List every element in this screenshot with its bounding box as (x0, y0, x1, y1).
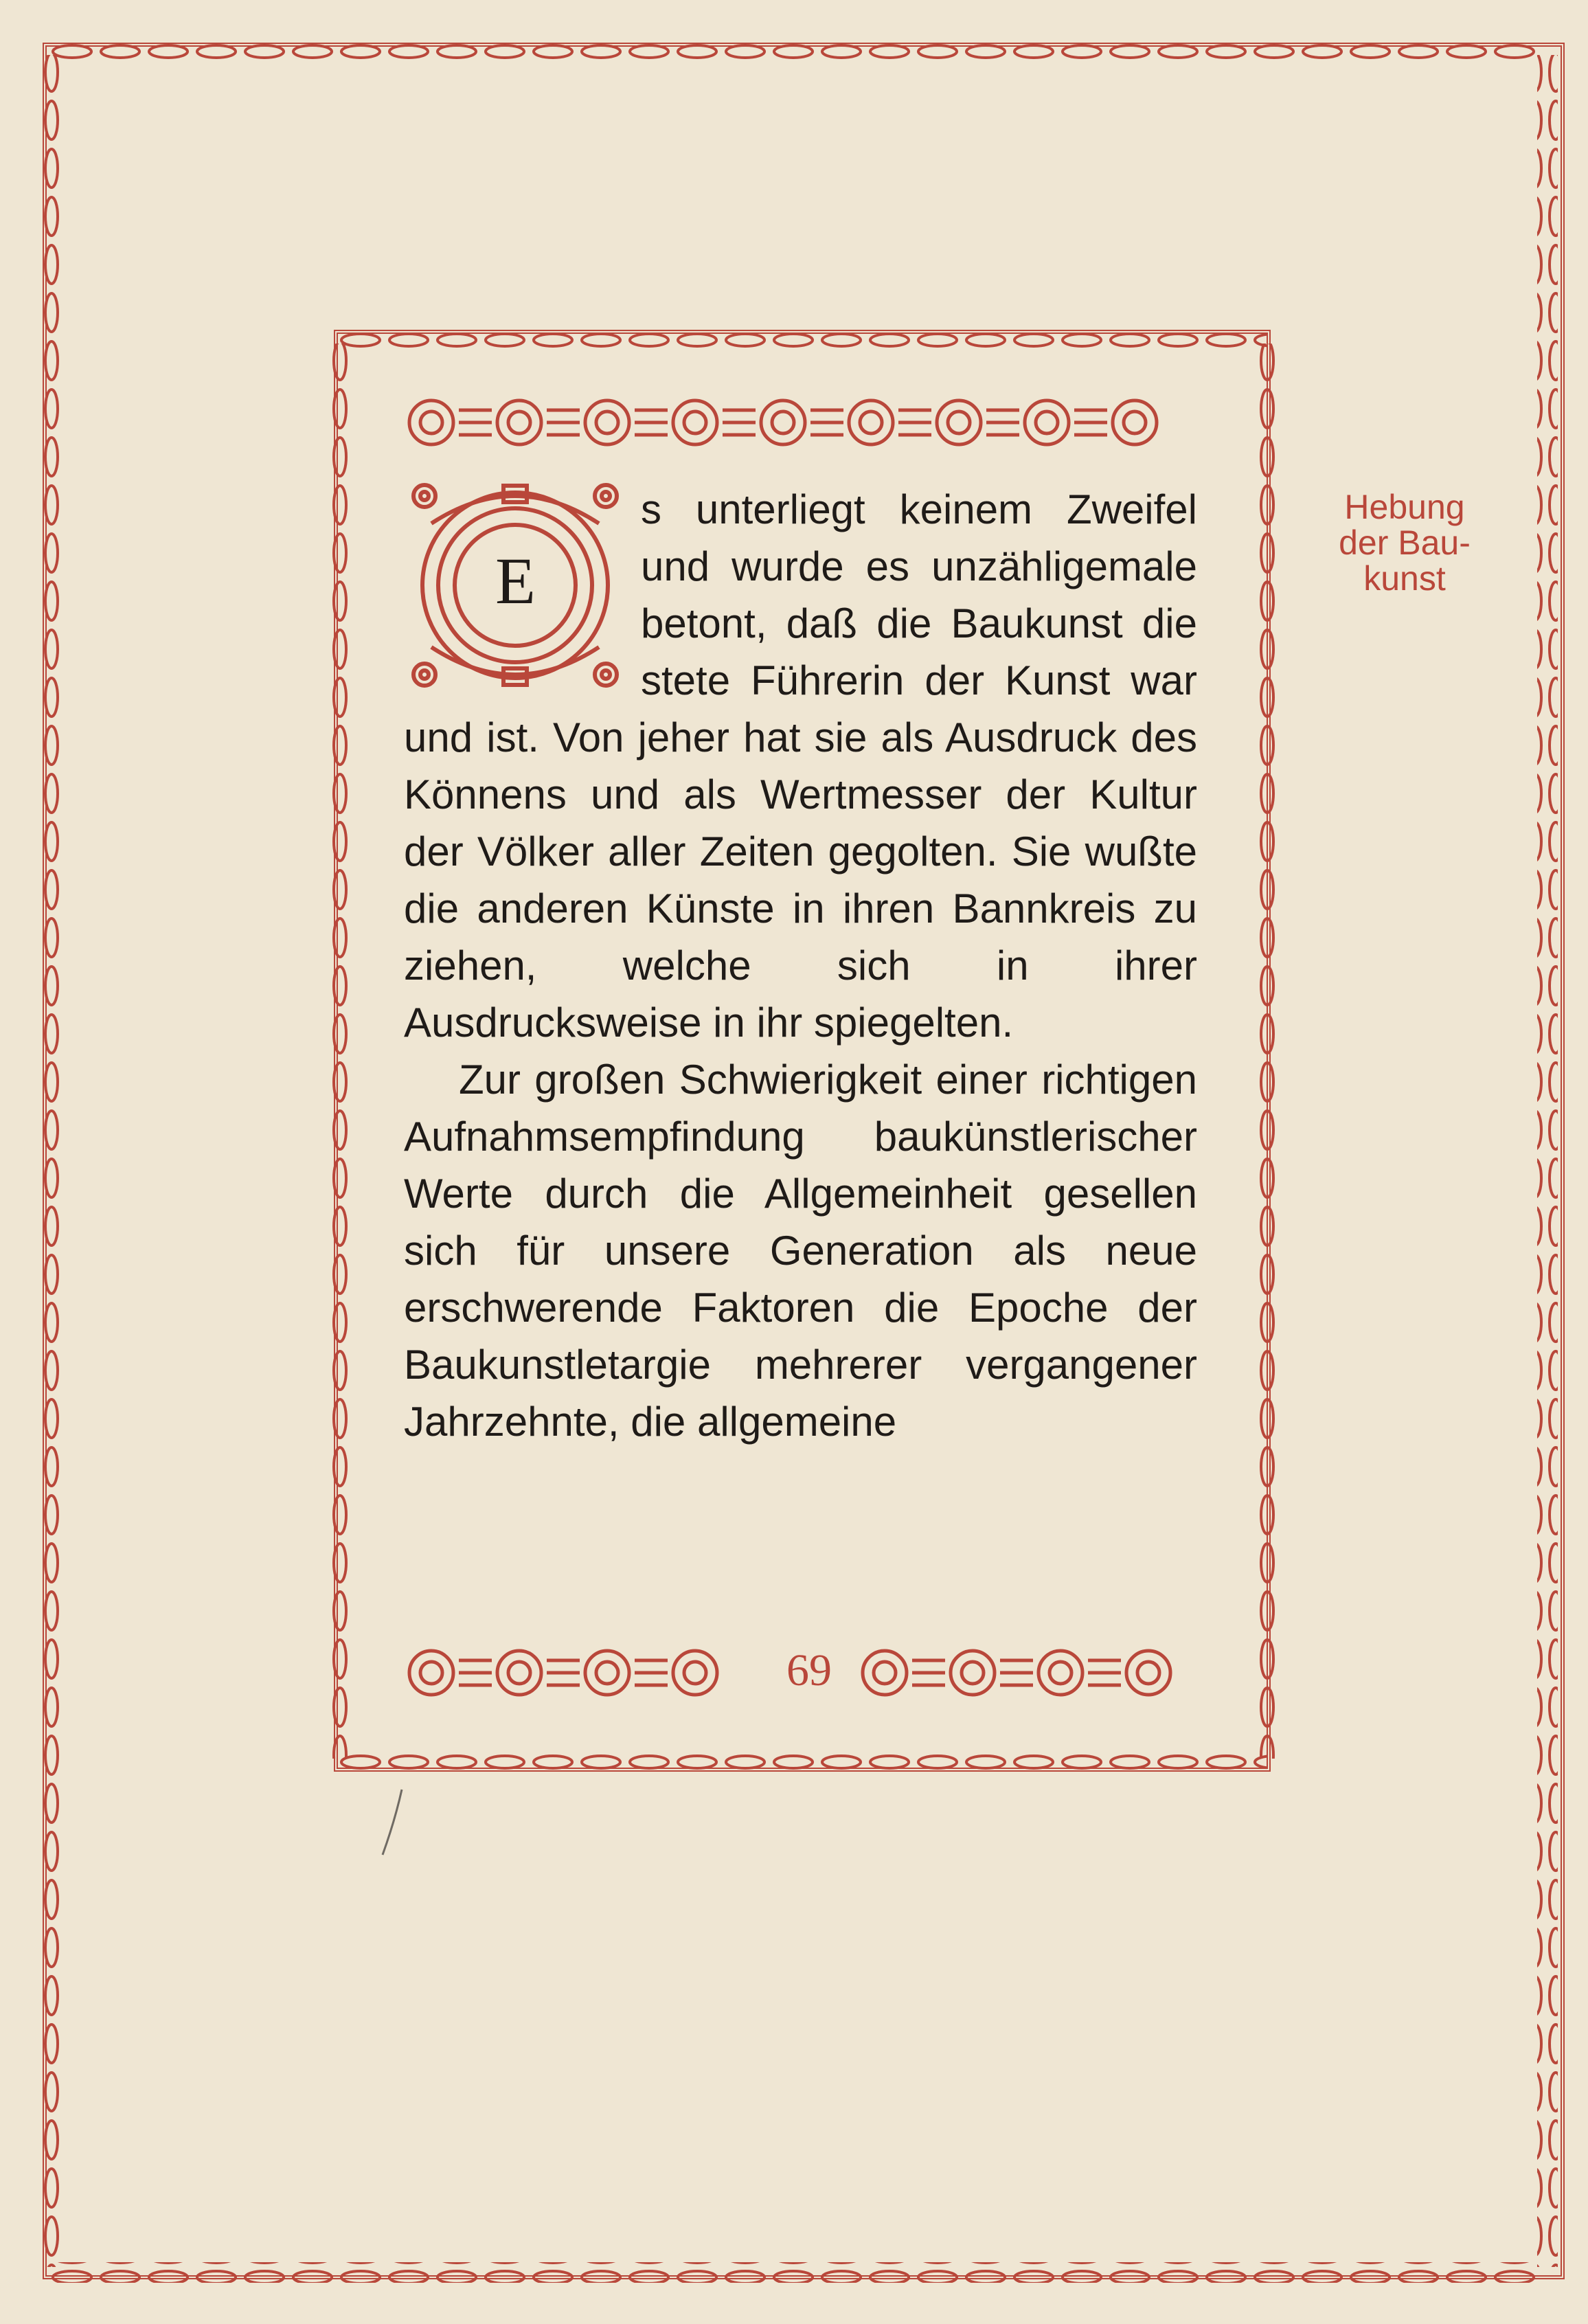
page-number: 69 (786, 1645, 832, 1695)
bottom-ornament-band-right (857, 1645, 1201, 1700)
decorated-initial (404, 475, 627, 695)
margin-note-line-1: Hebung (1344, 488, 1465, 526)
bottom-ornament-band-left (404, 1645, 747, 1700)
margin-note-line-2: der Bau- (1339, 523, 1471, 562)
top-ornament-band (404, 395, 1201, 450)
margin-note-line-3: kunst (1363, 559, 1446, 598)
initial-letter: E (495, 544, 536, 618)
paragraph-1: s unterliegt keinem Zweifel und wurde es unzähligemale betont, daß die Baukunst die stete Führerin der Kunst war und ist. Von jeher hat sie als Ausdruck des Könnens und als Wertmesser der Kultur der Völker aller Zeiten gegolten. Sie wußte die anderen Künste in ihren Bannkreis zu ziehen, welche sich in ihrer Ausdrucksweise in ihr spiegelten. (404, 486, 1197, 1046)
margin-note (1319, 489, 1490, 596)
body-text-block (404, 481, 1197, 1450)
paragraph-2: Zur großen Schwierigkeit einer richtigen Aufnahmsempfindung baukünstlerischer Werte durch die Allgemeinheit gesellen sich für unsere Generation als neue erschwerende Faktoren die Epoche der Baukunstletargie mehrerer vergangener Jahrzehnte, die allgemeine (404, 1057, 1197, 1445)
pencil-mark (374, 1786, 416, 1862)
